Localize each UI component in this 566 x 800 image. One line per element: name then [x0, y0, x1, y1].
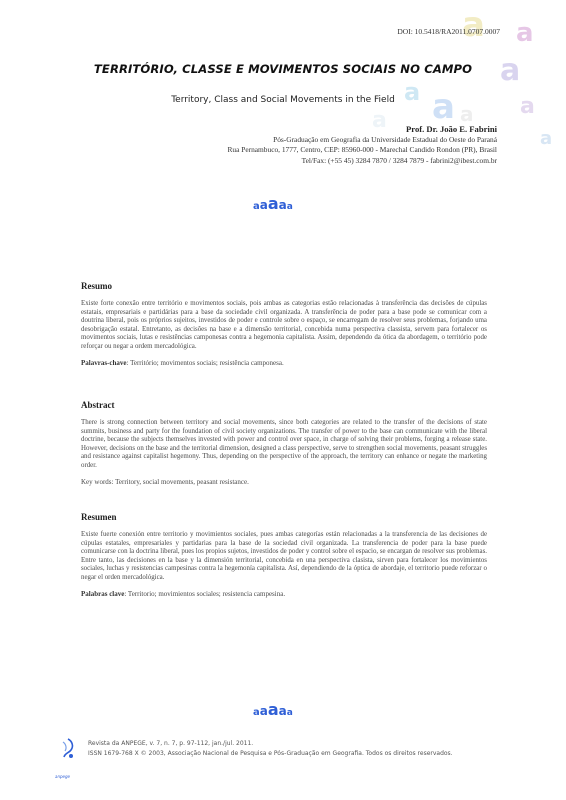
logo-letter: a [267, 194, 279, 213]
anpege-logo-icon [60, 738, 76, 760]
footer-citation: Revista da ANPEGE, v. 7, n. 7, p. 97-112, jan./jul. 2011. [88, 740, 254, 747]
watermark-letter: a [460, 102, 474, 126]
watermark-letter: a [500, 53, 521, 88]
abstract-section [81, 400, 487, 486]
watermark-letter: a [404, 78, 421, 106]
logo-letter: a [259, 704, 268, 718]
keywords-text: : Território; movimentos sociais; resistência camponesa. [126, 359, 284, 368]
footer [88, 739, 453, 759]
watermark-letter: a [520, 94, 535, 119]
resumen-title: Resumen [81, 512, 117, 522]
author-name: Prof. Dr. João E. Fabrini [406, 124, 497, 134]
footer-brand: anpege [55, 774, 70, 779]
resumo-section [81, 281, 487, 367]
logo-letter: a [278, 704, 287, 718]
page-title: TERRITÓRIO, CLASSE E MOVIMENTOS SOCIAIS NO CAMPO [93, 62, 473, 76]
keywords-label: Palavras-chave [81, 359, 127, 368]
journal-logo-bottom [253, 702, 293, 718]
logo-letter: a [259, 198, 268, 212]
resumo-title: Resumo [81, 281, 112, 291]
resumo-keywords [81, 359, 487, 367]
watermark-letter: a [432, 87, 455, 127]
page-subtitle: Territory, Class and Social Movements in the Field [171, 95, 395, 105]
resumen-section [81, 512, 487, 598]
watermark-letter: a [516, 18, 534, 48]
journal-logo-top [253, 196, 293, 212]
watermark-letter: a [372, 108, 387, 133]
logo-letter: a [286, 202, 293, 212]
author-block [227, 124, 497, 166]
logo-letter: a [253, 707, 260, 718]
watermark-letter: a [540, 128, 553, 149]
watermark-letter: a [462, 5, 485, 45]
doi-label[interactable]: DOI: 10.5418/RA2011.0707.0007 [397, 27, 500, 36]
logo-letter: a [278, 198, 287, 212]
footer-copyright: ISSN 1679-768 X © 2003, Associação Nacional de Pesquisa e Pós-Graduação em Geografia. Todos os direitos reservados. [88, 750, 453, 757]
resumo-body: Existe forte conexão entre território e movimentos sociais, pois ambas as categorias estão relacionadas à transferência das decisões de cúpulas estatais, empresariais e partidárias para a base da sociedade civil organizada. A transferência de poder para a base pode se comunicar com a doutrina liberal, pois os próprios sujeitos, investidos de poder e controle sobre o espaço, se encarregam de resolver seus problemas, forjando uma desobrigação estatal. Entretanto, as decisões na base e a dimensão territorial, concebida numa perspectiva classista, servem para fortalecer os movimentos sociais, lutas e resistências camponesas contra a hegemonia capitalista. Assim, dependendo da ótica da abordagem, o território pode reforçar ou negar a ordem mercadológica. [81, 300, 487, 350]
resumen-body: Existe fuerte conexión entre territorio y movimientos sociales, pues ambas categorías están relacionadas a la transferencia de las decisiones de cúpulas estatales, empresariales y partidarias para la base de la sociedad civil organizada. La transferencia de poder para la base puede comunicarse con la doctrina liberal, pues los propios sujetos, investidos de poder y control sobre el espacio, se encargan de resolver sus problemas. Entre tanto, las decisiones en la base y la dimensión territorial, concebida en una perspectiva clasista, sirven para fortalecer los movimientos sociales, luchas y resistencias campesinas contra la hegemonía capitalista. Así, dependiendo de la óptica de abordaje, el territorio puede reforzar o negar el orden mercadológica. [81, 531, 487, 581]
logo-letter: a [286, 708, 293, 718]
keywords-text: : Territorio; movimientos sociales; resistencia campesina. [124, 590, 286, 599]
logo-letter: a [253, 201, 260, 212]
abstract-body: There is strong connection between territory and social movements, since both categories are related to the transfer of the decisions of state summits, business and party for the foundation of civil society organizations. The transfer of power to the base can communicate with the liberal doctrine, because the subjects themselves invested with power and control over space, in charge of solving their problems, forging a release state. However, decisions on the base and the territorial dimension, designed a class perspective, serve to strengthen social movements, peasant struggles and resistance against capitalist hegemony. Thus, depending on the perspective of the approach, the territory can enhance or negate the marketing order. [81, 419, 487, 469]
abstract-keywords: Key words: Territory, social movements, peasant resistance. [81, 478, 249, 487]
author-contact[interactable]: Tel/Fax: (+55 45) 3284 7870 / 3284 7879 - fabrini2@ibest.com.br [301, 155, 497, 165]
abstract-title: Abstract [81, 400, 115, 410]
logo-letter: a [267, 700, 279, 719]
resumen-keywords [81, 590, 487, 598]
author-affiliation: Pós-Graduação em Geografia da Universidade Estadual do Oeste do Paraná [273, 134, 497, 144]
author-address: Rua Pernambuco, 1777, Centro, CEP: 85960-000 - Marechal Candido Rondon (PR), Brasil [227, 145, 497, 155]
keywords-label: Palabras clave [81, 590, 125, 599]
